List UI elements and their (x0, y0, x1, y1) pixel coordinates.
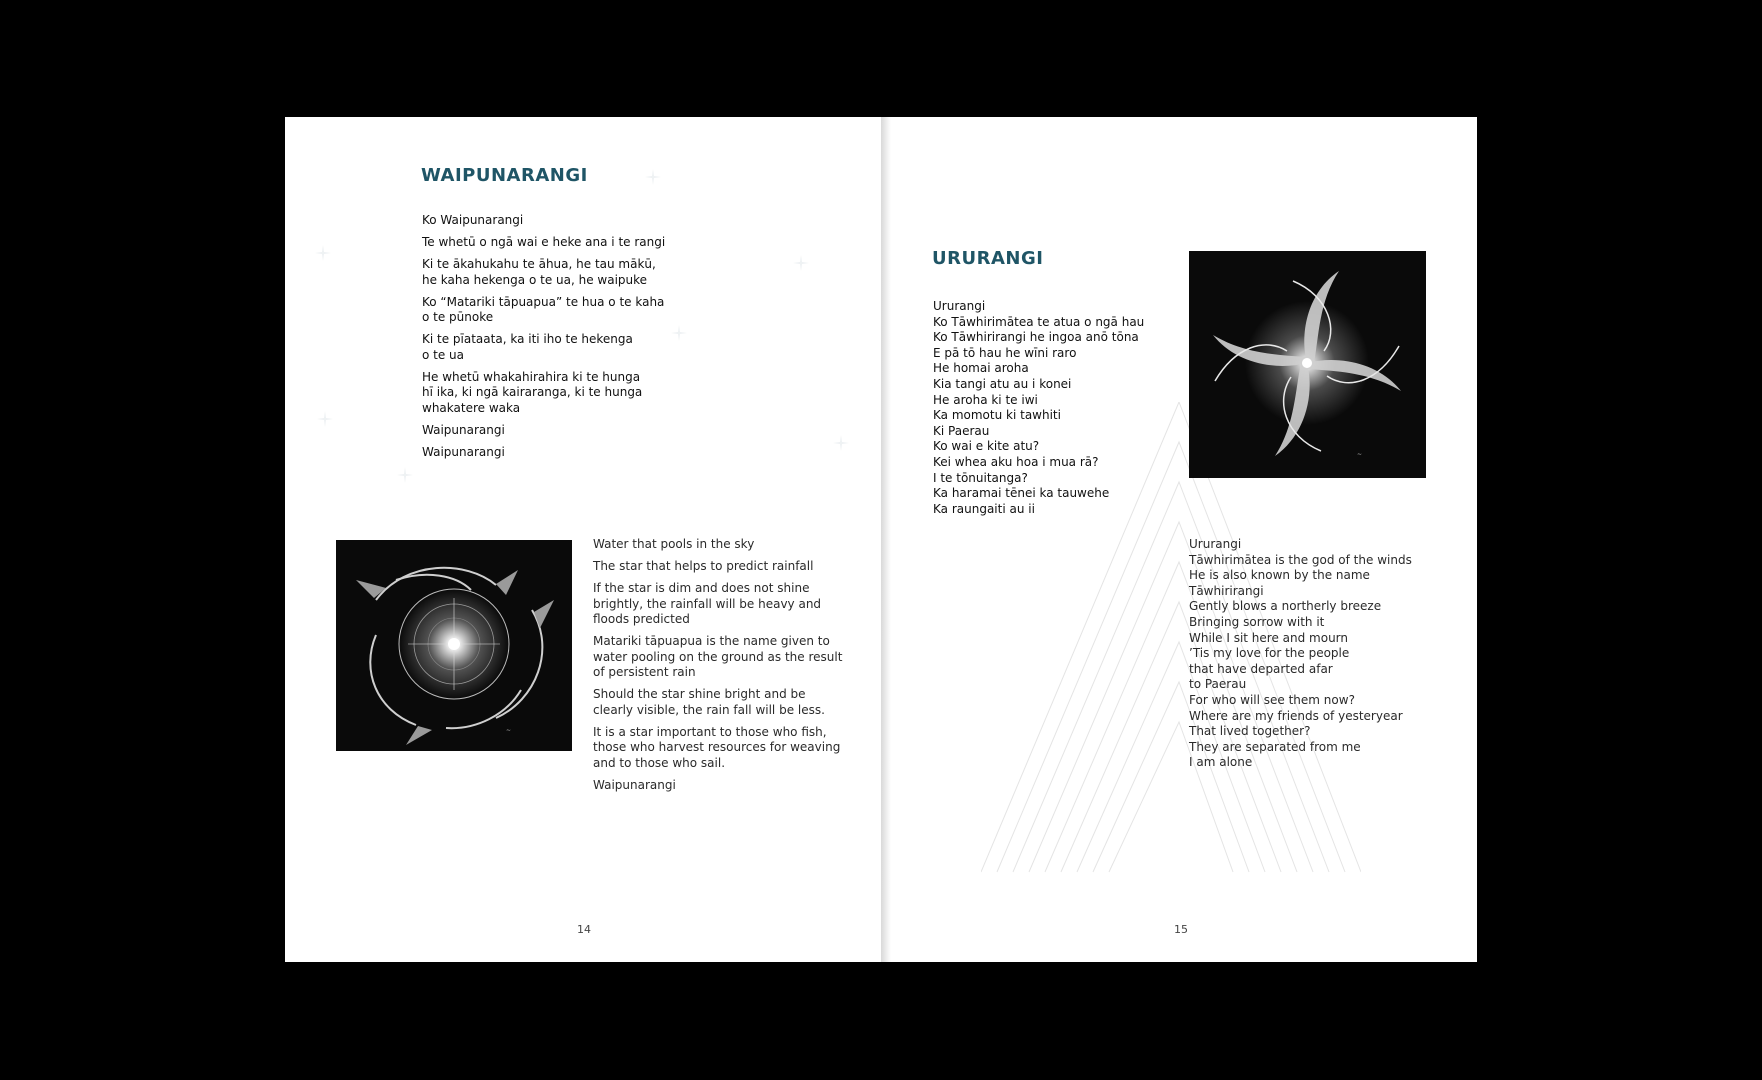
verse-line: Ko wai e kite atu? (933, 439, 1040, 454)
verse-line: that have departed afar (1189, 661, 1333, 676)
verse-line: Tāwhirirangi (1189, 583, 1264, 598)
verse-stanza: Ki te ākahukahu te āhua, he tau mākū, he kaha hekenga o te ua, he waipuke (422, 257, 656, 287)
verse-line: While I sit here and mourn (1189, 630, 1349, 645)
page-title-waipunarangi: WAIPUNARANGI (421, 165, 588, 186)
verse-line: Ururangi (1189, 537, 1242, 551)
verse-stanza: Ko Waipunarangi (422, 213, 524, 227)
verse-line: Kia tangi atu au i konei (933, 376, 1072, 391)
verse-line: Ka haramai tēnei ka tauwehe (933, 486, 1110, 501)
verse-line: Ka raungaiti au ii (933, 501, 1035, 516)
sparkle-icon (645, 169, 661, 185)
verse-stanza: The star that helps to predict rainfall (593, 559, 814, 573)
sparkle-icon (793, 255, 809, 271)
verse-line: I am alone (1189, 755, 1253, 770)
sparkle-icon (317, 411, 333, 427)
verse-stanza: Matariki tāpuapua is the name given to water pooling on the ground as the result of persistent rain (593, 634, 843, 679)
maori-verse (422, 213, 692, 467)
verse-line: Ki Paerau (933, 423, 990, 438)
verse-line: Where are my friends of yesteryear (1189, 708, 1403, 723)
sparkle-icon (397, 467, 413, 483)
page-gutter (881, 117, 891, 962)
sparkle-icon (671, 325, 687, 341)
svg-text:~: ~ (1357, 451, 1363, 458)
english-translation (593, 537, 853, 800)
verse-stanza: Water that pools in the sky (593, 537, 755, 551)
verse-stanza: Ko “Matariki tāpuapua” te hua o te kaha o te pūnoke (422, 294, 665, 324)
right-page (881, 117, 1477, 962)
left-page (285, 117, 881, 962)
verse-stanza: Should the star shine bright and be clearly visible, the rain fall will be less. (593, 687, 825, 717)
verse-line: I te tōnuitanga? (933, 470, 1028, 485)
verse-line: He is also known by the name (1189, 568, 1370, 583)
verse-line: Gently blows a northerly breeze (1189, 599, 1382, 614)
verse-line: Ururangi (933, 299, 986, 313)
verse-line: For who will see them now? (1189, 692, 1355, 707)
verse-stanza: If the star is dim and does not shine brightly, the rainfall will be heavy and floods predicted (593, 581, 822, 626)
verse-stanza: He whetū whakahirahira ki te hunga hī ika, ki ngā kairaranga, ki te hunga whakatere waka (422, 369, 643, 415)
verse-line: Bringing sorrow with it (1189, 614, 1325, 629)
verse-stanza: It is a star important to those who fish, those who harvest resources for weaving and to those who sail. (593, 724, 841, 770)
verse-line: Tāwhirimātea is the god of the winds (1189, 552, 1412, 567)
verse-line: He aroha ki te iwi (933, 392, 1038, 407)
verse-line: They are separated from me (1189, 739, 1361, 754)
page-title-ururangi: URURANGI (932, 248, 1044, 269)
page-number: 14 (577, 923, 591, 936)
waipunarangi-artwork (336, 540, 572, 751)
verse-line: to Paerau (1189, 677, 1247, 692)
verse-line: ’Tis my love for the people (1189, 646, 1350, 661)
verse-stanza: Ki te pīataata, ka iti iho te hekenga o te ua (422, 332, 633, 362)
verse-line: Ko Tāwhirirangi he ingoa anō tōna (933, 330, 1139, 345)
ururangi-artwork (1189, 251, 1426, 478)
verse-stanza: Te whetū o ngā wai e heke ana i te rangi (422, 235, 666, 249)
english-translation (1189, 537, 1429, 771)
svg-text:~: ~ (506, 727, 512, 734)
verse-line: Ka momotu ki tawhiti (933, 408, 1061, 423)
sparkle-icon (315, 245, 331, 261)
page-number: 15 (1174, 923, 1188, 936)
sparkle-icon (833, 435, 849, 451)
verse-line: He homai aroha (933, 361, 1029, 376)
verse-line: E pā tō hau he wīni raro (933, 345, 1077, 360)
verse-line: Kei whea aku hoa i mua rā? (933, 454, 1099, 469)
verse-stanza: Waipunarangi (593, 777, 676, 792)
verse-line: That lived together? (1189, 724, 1311, 739)
verse-stanza: Waipunarangi (422, 422, 505, 437)
verse-stanza: Waipunarangi (422, 444, 505, 459)
verse-line: Ko Tāwhirimātea te atua o ngā hau (933, 314, 1145, 329)
maori-verse (933, 299, 1163, 517)
